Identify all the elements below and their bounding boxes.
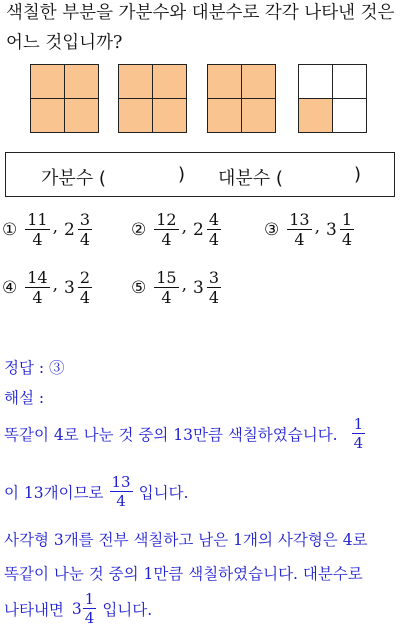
answer-box bbox=[5, 152, 395, 197]
explanation-line-5 bbox=[4, 590, 152, 627]
square-1 bbox=[30, 64, 99, 133]
square-4 bbox=[298, 64, 367, 133]
option-1[interactable]: ① $\frac{11}{4}$ , 2 $\frac{3}{4}$ bbox=[2, 210, 91, 249]
mixed-whole: 3 bbox=[71, 599, 82, 618]
mixed-whole: 3 bbox=[64, 277, 75, 298]
improper-fraction: $\frac{11}{4}$ bbox=[27, 210, 48, 249]
mixed-fraction: $\frac{3}{4}$ bbox=[79, 210, 91, 249]
answer-label: 정답 : ③ bbox=[4, 359, 65, 377]
quarter-cell bbox=[119, 65, 153, 99]
option-3[interactable]: ③ $\frac{13}{4}$ , 3 $\frac{1}{4}$ bbox=[264, 210, 353, 249]
quarter-cell bbox=[299, 99, 333, 133]
square-3 bbox=[207, 64, 276, 133]
option-marker: ② bbox=[131, 219, 147, 240]
quarter-cell bbox=[333, 99, 367, 133]
square-2 bbox=[118, 64, 187, 133]
mixed-fraction: $\frac{1}{4}$ bbox=[341, 210, 353, 249]
option-5[interactable]: ⑤ $\frac{15}{4}$ , 3 $\frac{3}{4}$ bbox=[131, 268, 220, 307]
mixed-number-label: 대분수 ( bbox=[218, 168, 283, 189]
question-line-1: 색칠한 부분을 가분수와 대분수로 각각 나타낸 것은 bbox=[6, 3, 395, 23]
quarter-cell bbox=[31, 99, 65, 133]
quarter-cell bbox=[119, 99, 153, 133]
fraction-one-quarter: $\frac{1}{4}$ bbox=[353, 415, 364, 452]
option-marker: ① bbox=[2, 219, 18, 240]
explanation-text: 입니다. bbox=[138, 483, 189, 502]
explanation-text: 똑같이 4로 나눈 것 중의 13만큼 색칠하였습니다. bbox=[4, 425, 338, 444]
quarter-cell bbox=[242, 99, 276, 133]
option-marker: ⑤ bbox=[131, 277, 147, 298]
explanation-text: 나타내면 bbox=[4, 600, 64, 619]
explanation-line-2 bbox=[4, 473, 188, 510]
quarter-cell bbox=[299, 65, 333, 99]
mixed-fraction: $\frac{3}{4}$ bbox=[208, 268, 220, 307]
improper-fraction: $\frac{13}{4}$ bbox=[289, 210, 310, 249]
mixed-whole: 3 bbox=[193, 277, 204, 298]
fraction-thirteen-quarters: $\frac{13}{4}$ bbox=[111, 473, 131, 510]
improper-fraction: $\frac{14}{4}$ bbox=[27, 268, 48, 307]
explanation-label: 해설 : bbox=[4, 389, 45, 407]
explanation-text: 입니다. bbox=[102, 600, 153, 619]
mixed-fraction: $\frac{4}{4}$ bbox=[208, 210, 220, 249]
option-marker: ③ bbox=[264, 219, 280, 240]
quarter-cell bbox=[208, 65, 242, 99]
mixed-whole: 3 bbox=[326, 219, 337, 240]
quarter-cell bbox=[153, 99, 187, 133]
quarter-cell bbox=[31, 65, 65, 99]
quarter-cell bbox=[153, 65, 187, 99]
fraction-one-quarter: $\frac{1}{4}$ bbox=[84, 590, 95, 627]
mixed-whole: 2 bbox=[64, 219, 75, 240]
quarter-cell bbox=[208, 99, 242, 133]
improper-fraction: $\frac{12}{4}$ bbox=[156, 210, 177, 249]
quarter-cell bbox=[65, 65, 99, 99]
improper-fraction-label: 가분수 ( bbox=[41, 168, 106, 189]
improper-fraction-close: ) bbox=[178, 164, 186, 185]
explanation-text: 이 13개이므로 bbox=[4, 483, 104, 502]
explanation-line-4: 똑같이 나눈 것 중의 1만큼 색칠하였습니다. 대분수로 bbox=[4, 565, 363, 583]
explanation-line-1 bbox=[4, 415, 367, 452]
option-2[interactable]: ② $\frac{12}{4}$ , 2 $\frac{4}{4}$ bbox=[131, 210, 220, 249]
mixed-number-close: ) bbox=[354, 164, 362, 185]
mixed-fraction: $\frac{2}{4}$ bbox=[79, 268, 91, 307]
explanation-line-3: 사각형 3개를 전부 색칠하고 남은 1개의 사각형은 4로 bbox=[4, 531, 368, 549]
quarter-cell bbox=[333, 65, 367, 99]
quarter-cell bbox=[65, 99, 99, 133]
option-marker: ④ bbox=[2, 277, 18, 298]
question-line-2: 어느 것입니까? bbox=[6, 33, 123, 53]
option-4[interactable]: ④ $\frac{14}{4}$ , 3 $\frac{2}{4}$ bbox=[2, 268, 91, 307]
mixed-whole: 2 bbox=[193, 219, 204, 240]
quarter-cell bbox=[242, 65, 276, 99]
improper-fraction: $\frac{15}{4}$ bbox=[156, 268, 177, 307]
